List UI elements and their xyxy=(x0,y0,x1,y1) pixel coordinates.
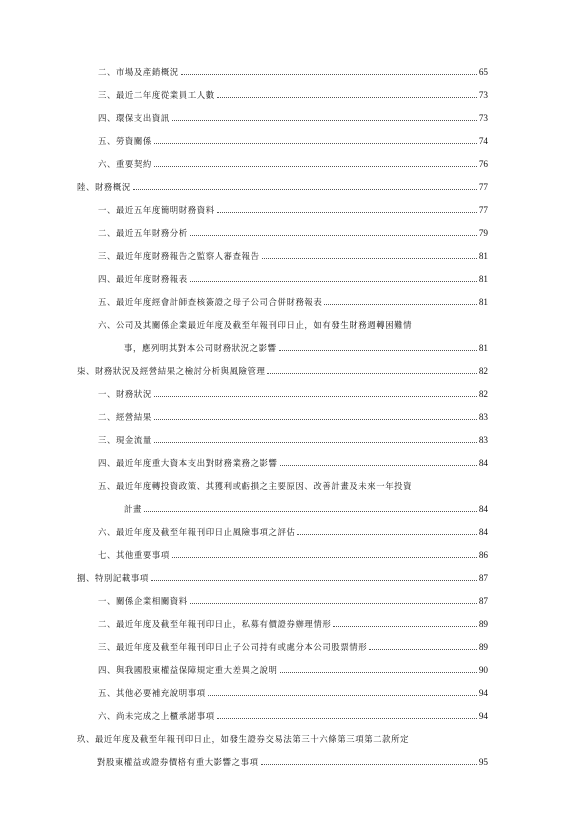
toc-entry-page: 65 xyxy=(478,67,488,77)
table-of-contents xyxy=(0,66,582,779)
toc-entry-page: 81 xyxy=(478,297,488,307)
toc-leader xyxy=(217,97,477,98)
toc-entry-title: 三、最近年度財務報告之監察人審查報告 xyxy=(98,251,260,261)
toc-entry-page: 74 xyxy=(478,136,488,146)
toc-entry[interactable] xyxy=(98,687,488,699)
toc-entry-title: 一、財務狀況 xyxy=(98,389,152,399)
toc-entry-page: 89 xyxy=(478,619,488,629)
toc-leader xyxy=(154,419,477,420)
toc-leader xyxy=(154,442,477,443)
toc-leader xyxy=(262,258,477,259)
toc-entry-page: 81 xyxy=(478,274,488,284)
toc-entry[interactable] xyxy=(98,89,488,101)
toc-leader xyxy=(172,120,477,121)
toc-chapter-entry-multiline[interactable] xyxy=(77,733,488,768)
toc-leader xyxy=(280,672,477,673)
toc-entry-title: 四、與我國股東權益保障規定重大差異之說明 xyxy=(98,665,278,675)
toc-leader xyxy=(154,396,477,397)
toc-entry[interactable] xyxy=(98,112,488,124)
toc-entry-title: 四、環保支出資訊 xyxy=(98,113,170,123)
toc-entry-page: 81 xyxy=(478,251,488,261)
toc-entry-page: 83 xyxy=(478,435,488,445)
toc-leader xyxy=(144,511,477,512)
toc-entry-title: 二、最近五年財務分析 xyxy=(98,228,188,238)
toc-entry-multiline[interactable] xyxy=(98,319,488,354)
toc-entry-page: 94 xyxy=(478,688,488,698)
toc-leader xyxy=(297,534,476,535)
toc-leader xyxy=(133,189,477,190)
toc-leader xyxy=(267,373,476,374)
toc-entry-title-continued: 計畫 xyxy=(124,504,142,514)
toc-entry-title: 一、關係企業相關資料 xyxy=(98,596,188,606)
toc-entry-page: 86 xyxy=(478,550,488,560)
toc-leader xyxy=(369,649,477,650)
toc-entry-title: 捌、特別記載事項 xyxy=(77,573,149,583)
toc-entry[interactable] xyxy=(98,595,488,607)
toc-entry-title: 陸、財務概況 xyxy=(77,182,131,192)
toc-entry-page: 89 xyxy=(478,642,488,652)
toc-leader xyxy=(154,166,477,167)
toc-leader xyxy=(324,304,476,305)
toc-leader xyxy=(333,626,476,627)
toc-leader xyxy=(261,764,477,765)
toc-entry-title: 四、最近年度重大資本支出對財務業務之影響 xyxy=(98,458,278,468)
toc-entry-title: 五、其他必要補充說明事項 xyxy=(98,688,206,698)
toc-entry-title: 六、尚未完成之上櫃承諾事項 xyxy=(98,711,215,721)
toc-leader xyxy=(217,718,477,719)
toc-entry-title: 五、最近年度經會計師查核簽證之母子公司合併財務報表 xyxy=(98,297,323,307)
toc-entry-title: 二、最近年度及截至年報刊印日止，私募有價證券辦理情形 xyxy=(98,619,332,629)
toc-entry[interactable] xyxy=(98,526,488,538)
toc-entry-title: 二、市場及產銷概況 xyxy=(98,67,179,77)
toc-entry-page: 94 xyxy=(478,711,488,721)
toc-entry[interactable] xyxy=(98,618,488,630)
toc-leader xyxy=(190,235,477,236)
toc-entry-title-continued: 事，應列明其對本公司財務狀況之影響 xyxy=(124,343,277,353)
toc-entry[interactable] xyxy=(98,457,488,469)
toc-entry[interactable] xyxy=(98,388,488,400)
toc-entry[interactable] xyxy=(98,204,488,216)
toc-entry-title: 四、最近年度財務報表 xyxy=(98,274,188,284)
toc-entry-title: 五、勞資關係 xyxy=(98,136,152,146)
toc-entry-page: 73 xyxy=(478,90,488,100)
toc-entry-page: 82 xyxy=(478,366,488,376)
toc-leader xyxy=(190,603,477,604)
toc-entry-title: 三、最近二年度從業員工人數 xyxy=(98,90,215,100)
toc-chapter-entry[interactable] xyxy=(77,365,488,377)
toc-entry-page: 82 xyxy=(478,389,488,399)
toc-leader xyxy=(172,557,477,558)
toc-entry[interactable] xyxy=(98,296,488,308)
toc-chapter-entry[interactable] xyxy=(77,181,488,193)
toc-entry[interactable] xyxy=(98,549,488,561)
toc-entry[interactable] xyxy=(98,227,488,239)
toc-entry-page: 79 xyxy=(478,228,488,238)
toc-entry[interactable] xyxy=(98,664,488,676)
toc-entry[interactable] xyxy=(98,158,488,170)
toc-entry[interactable] xyxy=(98,273,488,285)
toc-leader xyxy=(208,695,477,696)
toc-entry-title: 三、現金流量 xyxy=(98,435,152,445)
toc-entry[interactable] xyxy=(98,66,488,78)
toc-entry-title-continued: 對股東權益或證券價格有重大影響之事項 xyxy=(97,757,259,767)
toc-leader xyxy=(217,212,477,213)
toc-entry[interactable] xyxy=(98,434,488,446)
toc-entry-title: 玖、最近年度及截至年報刊印日止，如發生證券交易法第三十六條第三項第二款所定 xyxy=(77,734,410,744)
toc-entry[interactable] xyxy=(98,710,488,722)
toc-entry[interactable] xyxy=(98,250,488,262)
toc-entry[interactable] xyxy=(98,641,488,653)
toc-entry-page: 77 xyxy=(478,182,488,192)
toc-leader xyxy=(190,281,477,282)
toc-entry-page: 87 xyxy=(478,596,488,606)
toc-entry[interactable] xyxy=(98,135,488,147)
toc-entry-page: 77 xyxy=(478,205,488,215)
toc-leader xyxy=(154,143,477,144)
toc-entry-title: 六、公司及其關係企業最近年度及截至年報刊印日止，如有發生財務週轉困難情 xyxy=(98,320,413,330)
toc-entry-title: 三、最近年度及截至年報刊印日止子公司持有或處分本公司股票情形 xyxy=(98,642,368,652)
toc-entry-page: 87 xyxy=(478,573,488,583)
toc-leader xyxy=(151,580,477,581)
toc-entry-page: 81 xyxy=(478,343,488,353)
toc-leader xyxy=(279,350,477,351)
toc-entry-page: 84 xyxy=(478,458,488,468)
toc-entry-page: 90 xyxy=(478,665,488,675)
toc-entry-title: 柒、財務狀況及經營結果之檢討分析與風險管理 xyxy=(77,366,266,376)
toc-entry-title: 六、重要契約 xyxy=(98,159,152,169)
toc-entry-title: 五、最近年度轉投資政策、其獲利或虧損之主要原因、改善計畫及未來一年投資 xyxy=(98,481,413,491)
toc-entry[interactable] xyxy=(98,411,488,423)
toc-leader xyxy=(181,74,477,75)
toc-chapter-entry[interactable] xyxy=(77,572,488,584)
toc-entry-page: 95 xyxy=(478,757,488,767)
toc-entry-title: 一、最近五年度簡明財務資料 xyxy=(98,205,215,215)
toc-entry-page: 84 xyxy=(478,504,488,514)
toc-entry-page: 76 xyxy=(478,159,488,169)
toc-entry-title: 二、經營結果 xyxy=(98,412,152,422)
toc-entry-multiline[interactable] xyxy=(98,480,488,515)
toc-entry-page: 84 xyxy=(478,527,488,537)
toc-entry-title: 七、其他重要事項 xyxy=(98,550,170,560)
toc-entry-title: 六、最近年度及截至年報刊印日止風險事項之評估 xyxy=(98,527,296,537)
toc-leader xyxy=(280,465,477,466)
toc-entry-page: 73 xyxy=(478,113,488,123)
toc-entry-page: 83 xyxy=(478,412,488,422)
